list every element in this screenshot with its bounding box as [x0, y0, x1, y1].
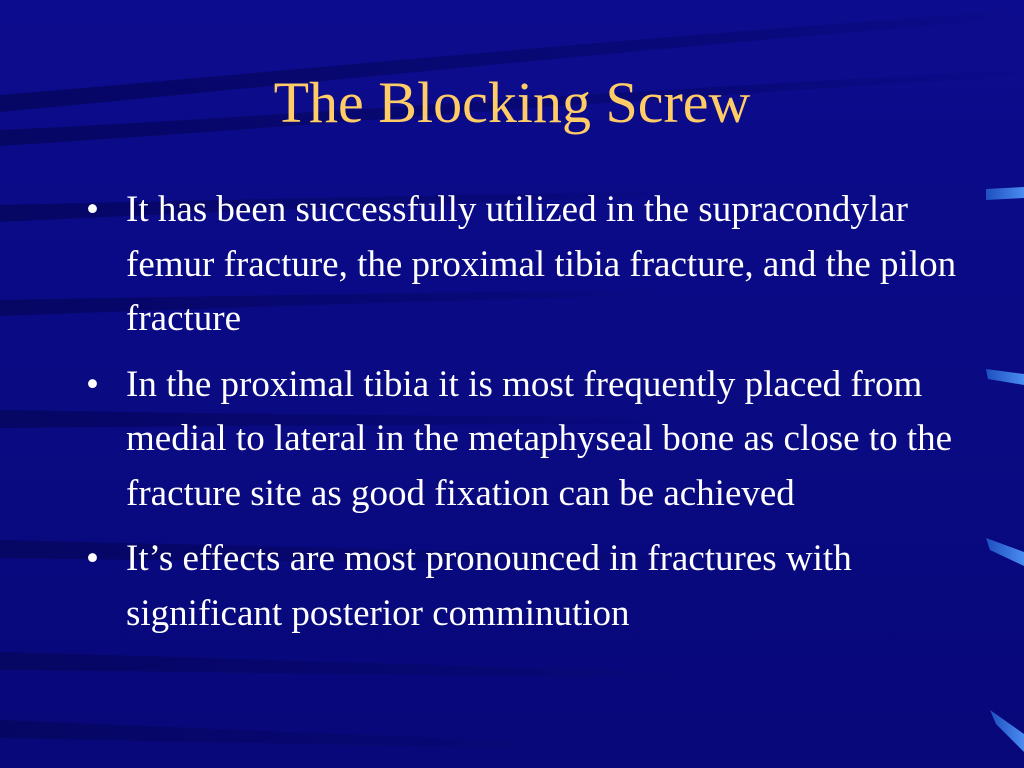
bullet-marker: • — [86, 363, 99, 405]
bullet-marker: • — [86, 538, 99, 579]
bullet-item — [86, 532, 966, 641]
accent-stripe-4 — [990, 710, 1024, 752]
accent-stripe-2 — [986, 369, 1024, 385]
bullet-item — [86, 358, 966, 522]
bullet-text: In the proximal tibia it is most frequently placed from medial to lateral in the metaphyseal bone as close to the fracture site as good fixation can be achieved — [126, 363, 953, 514]
slide-title: The Blocking Screw — [273, 70, 751, 135]
bullet-text: It has been successfully utilized in the supracondylar femur fracture, the proximal tibia fracture, and the pilon fracture — [126, 189, 957, 339]
bullet-text: It’s effects are most pronounced in fractures with significant posterior comminution — [126, 538, 852, 634]
accent-stripe-1 — [986, 187, 1024, 200]
accent-stripe-3 — [986, 538, 1024, 566]
bullet-marker: • — [86, 189, 99, 230]
bullet-item — [86, 183, 966, 347]
bullet-list — [86, 183, 966, 652]
